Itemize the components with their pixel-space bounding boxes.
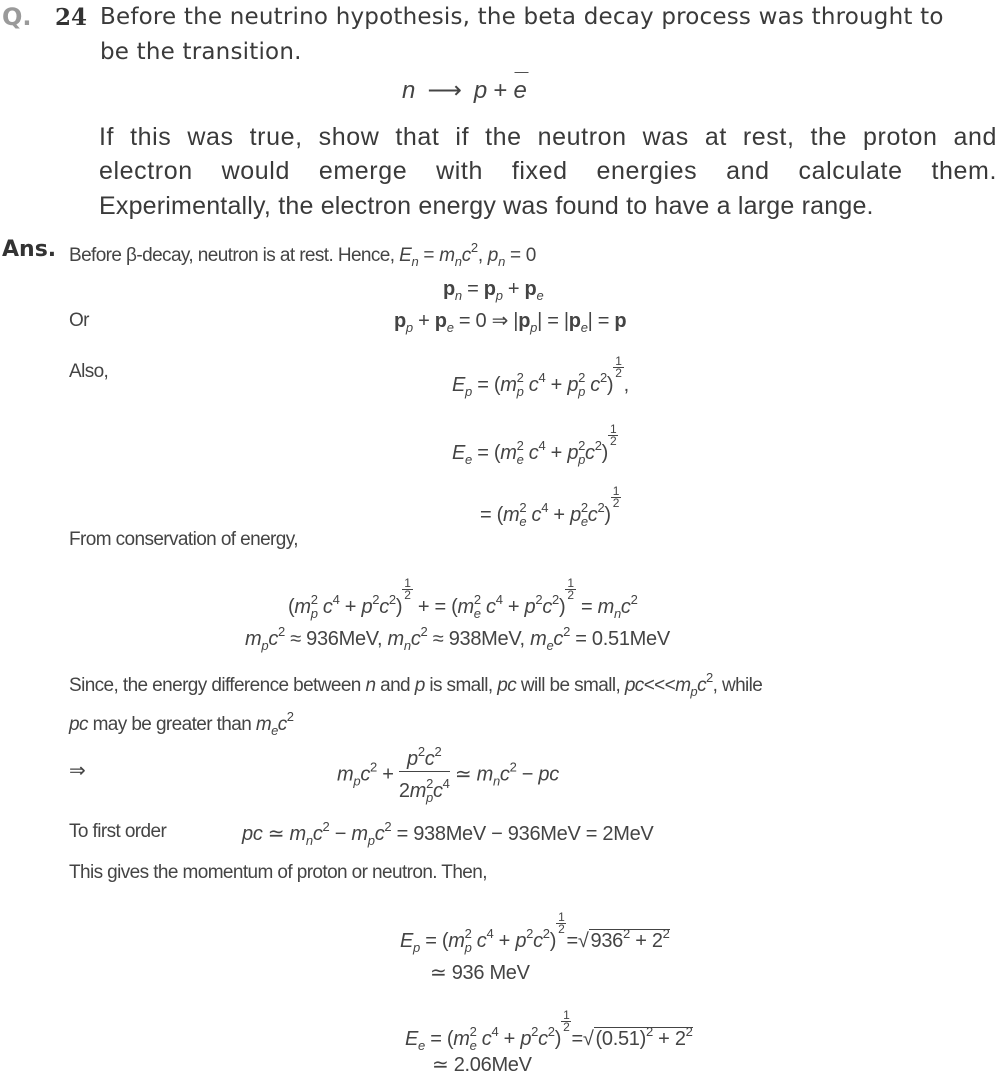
- overbar: —: [514, 63, 529, 79]
- neutron-symbol: n: [402, 77, 416, 104]
- mn-value: 938MeV: [448, 628, 520, 650]
- question-para-line-1: If this was true, show that if the neutron was at rest, the proton and: [99, 123, 997, 151]
- fraction: $\frac{p^2c^2}{2m^2_pc^4}$: [399, 740, 450, 810]
- arrow-symbol: ⟶: [427, 77, 462, 104]
- momentum-equation: $p_n = p_p + p_e$: [443, 278, 544, 303]
- question-marker: Q.: [2, 3, 32, 31]
- mp-value: 936MeV: [306, 628, 378, 650]
- first-order-label: To first order: [69, 821, 167, 842]
- answer-intro-math: $E_n = m_nc^2$, $p_n = 0$: [399, 240, 537, 269]
- n-symbol: n: [365, 675, 376, 696]
- plus-symbol: +: [493, 77, 508, 104]
- electron-symbol: e: [513, 77, 527, 104]
- constants-line: $m_pc^2 \approx 936MeV$, $m_nc^2 \approx 938MeV$, $m_ec^2 = 0.51MeV$: [245, 624, 670, 653]
- answer-intro-text: Before β-decay, neutron is at rest. Hence,: [69, 245, 395, 266]
- antineutrino-electron: [513, 63, 529, 105]
- momentum-note: This gives the momentum of proton or neutron. Then,: [69, 862, 487, 883]
- answer-label: Ans.: [2, 237, 57, 262]
- Ep-result: ≃ 936 MeV: [430, 962, 530, 984]
- question-number: 24: [55, 4, 88, 31]
- Ee-result: ≃ 2.06MeV: [432, 1054, 532, 1076]
- me-value: 0.51MeV: [591, 628, 670, 650]
- since-line-2: pc may be greater than $m_ec^2$: [69, 709, 294, 738]
- question-line-2: be the transition.: [100, 39, 302, 65]
- text: is small,: [429, 675, 493, 696]
- p-symbol: p: [414, 675, 425, 696]
- momentum-equation-2: $p_p + p_e = 0$ ⇒ $|p_p| = |p_e| = p$: [394, 310, 627, 335]
- text: and: [380, 675, 411, 696]
- Ee-definition: $E_e = (m^2_e$ $c^4 + p^2_pc^2$) $\frac{1}{2}$: [452, 422, 617, 467]
- answer-intro: [69, 240, 536, 269]
- implies-symbol: ⇒: [69, 760, 86, 782]
- since-line-1: Since, the energy difference between n and p is small, pc will be small, $pc<<<m_pc^2$, while: [69, 670, 763, 699]
- pc-symbol: pc: [497, 675, 517, 696]
- reaction-equation: [402, 63, 529, 105]
- Ee-result-equation: $E_e = (m^2_e$ $c^4 + p^2c^2$) $\frac{1}{2}$ =√ $(0.51)^2 + 2^2$: [405, 1008, 693, 1053]
- pc-value: 2MeV: [602, 823, 654, 845]
- Ee-definition-2: = ($m^2_e$ $c^4 + p^2_ec^2$) $\frac{1}{2}$: [480, 484, 620, 529]
- question-line-1: Before the neutrino hypothesis, the beta decay process was throught to: [100, 4, 944, 30]
- text: will be small,: [520, 675, 621, 696]
- Ep-result-equation: $E_p = (m^2_p$ $c^4 + p^2c^2$) $\frac{1}{2}$ =√ $936^2 + 2^2$: [400, 910, 670, 955]
- pc-symbol: pc: [69, 714, 88, 735]
- conservation-equation: ($m^2_p$ $c^4 + p^2c^2$) $\frac{1}{2}$ + = ($m^2_e$ $c^4 + p^2c^2$) $\frac{1}{2}$ = $m_nc^2$: [288, 576, 638, 621]
- text: may be greater than: [92, 714, 252, 735]
- or-label: Or: [69, 310, 89, 331]
- approx-equation: $m_pc^2$ + $\frac{p^2c^2}{2m^2_pc^4}$ ≃ $m_nc^2$ − pc: [337, 740, 559, 810]
- proton-symbol: p: [473, 77, 487, 104]
- first-order-equation: pc ≃ $m_nc^2 - m_pc^2 = 938MeV - 936MeV = 2MeV$: [242, 819, 654, 848]
- question-para-line-3: Experimentally, the electron energy was found to have a large range.: [99, 192, 874, 220]
- conservation-label: From conservation of energy,: [69, 529, 298, 550]
- text: Since, the energy difference between: [69, 675, 361, 696]
- question-para-line-2: electron would emerge with fixed energies and calculate them.: [99, 157, 997, 185]
- Ep-definition: $E_p = (m^2_p$ $c^4 + p^2_p$ $c^2$) $\frac{1}{2}$ ,: [452, 354, 629, 399]
- also-label: Also,: [69, 361, 109, 382]
- text: , while: [712, 675, 763, 696]
